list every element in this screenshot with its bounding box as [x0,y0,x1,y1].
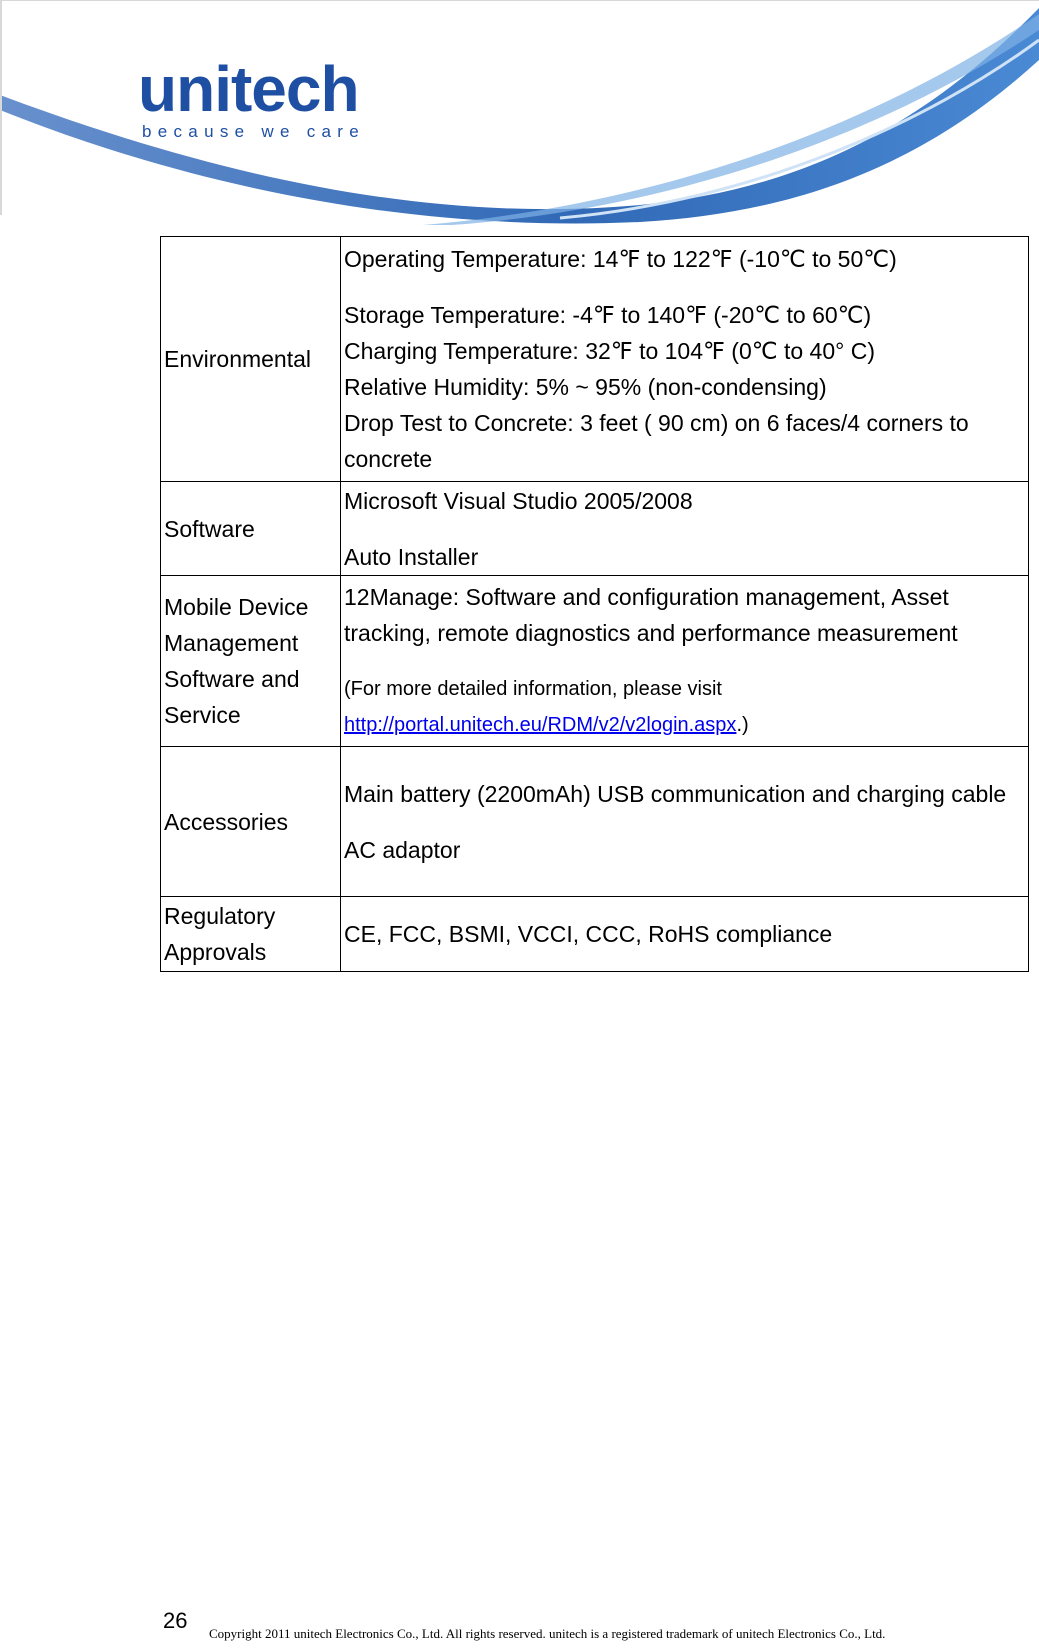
accessory-battery-cable: Main battery (2200mAh) USB communication and charging cable [344,780,1007,807]
mdm-more-info: (For more detailed information, please visit [344,678,722,700]
drop-test: Drop Test to Concrete: 3 feet ( 90 cm) on 6 faces/4 corners to concrete [344,410,969,472]
table-row [161,576,1029,747]
row-value-environmental [341,237,1029,482]
charging-temperature: Charging Temperature: 32℉ to 104℉ (0℃ to 40° C) [344,338,875,364]
regulatory-compliance: CE, FCC, BSMI, VCCI, CCC, RoHS compliance [344,921,833,947]
page-header [0,0,1039,225]
row-value-mdm [341,576,1029,747]
operating-temperature: Operating Temperature: 14℉ to 122℉ (-10℃ to 50℃) [344,246,897,272]
row-label-mdm: Mobile Device Management Software and Service [161,576,341,747]
mdm-description: 12Manage: Software and configuration management, Asset tracking, remote diagnostics and performance measurement [344,584,958,646]
copyright-notice: Copyright 2011 unitech Electronics Co., Ltd. All rights reserved. unitech is a registered trademark of unitech Electronics Co., Ltd. [209,1626,886,1641]
row-label-software: Software [161,482,341,576]
table-row [161,897,1029,972]
table-row [161,747,1029,897]
accessory-ac-adaptor: AC adaptor [344,836,461,863]
software-visual-studio: Microsoft Visual Studio 2005/2008 [344,487,693,514]
logo-tagline: because we care [142,122,366,141]
mdm-link-line [344,707,1025,743]
specifications-table [160,236,1029,972]
logo-wordmark: unitech [138,53,359,125]
row-value-accessories [341,747,1029,897]
page-number: 26 [163,1608,188,1633]
row-label-environmental: Environmental [161,237,341,482]
mdm-link-suffix: .) [736,714,749,736]
rdm-portal-link[interactable]: http://portal.unitech.eu/RDM/v2/v2login.aspx [344,714,737,736]
row-value-regulatory [341,897,1029,972]
row-label-regulatory: Regulatory Approvals [161,897,341,972]
table-row [161,237,1029,482]
unitech-logo [138,53,366,142]
storage-temperature: Storage Temperature: -4℉ to 140℉ (-20℃ to 60℃) [344,302,872,328]
software-auto-installer: Auto Installer [344,543,479,570]
row-value-software [341,482,1029,576]
relative-humidity: Relative Humidity: 5% ~ 95% (non-condensing) [344,374,827,400]
table-row [161,482,1029,576]
row-label-accessories: Accessories [161,747,341,897]
